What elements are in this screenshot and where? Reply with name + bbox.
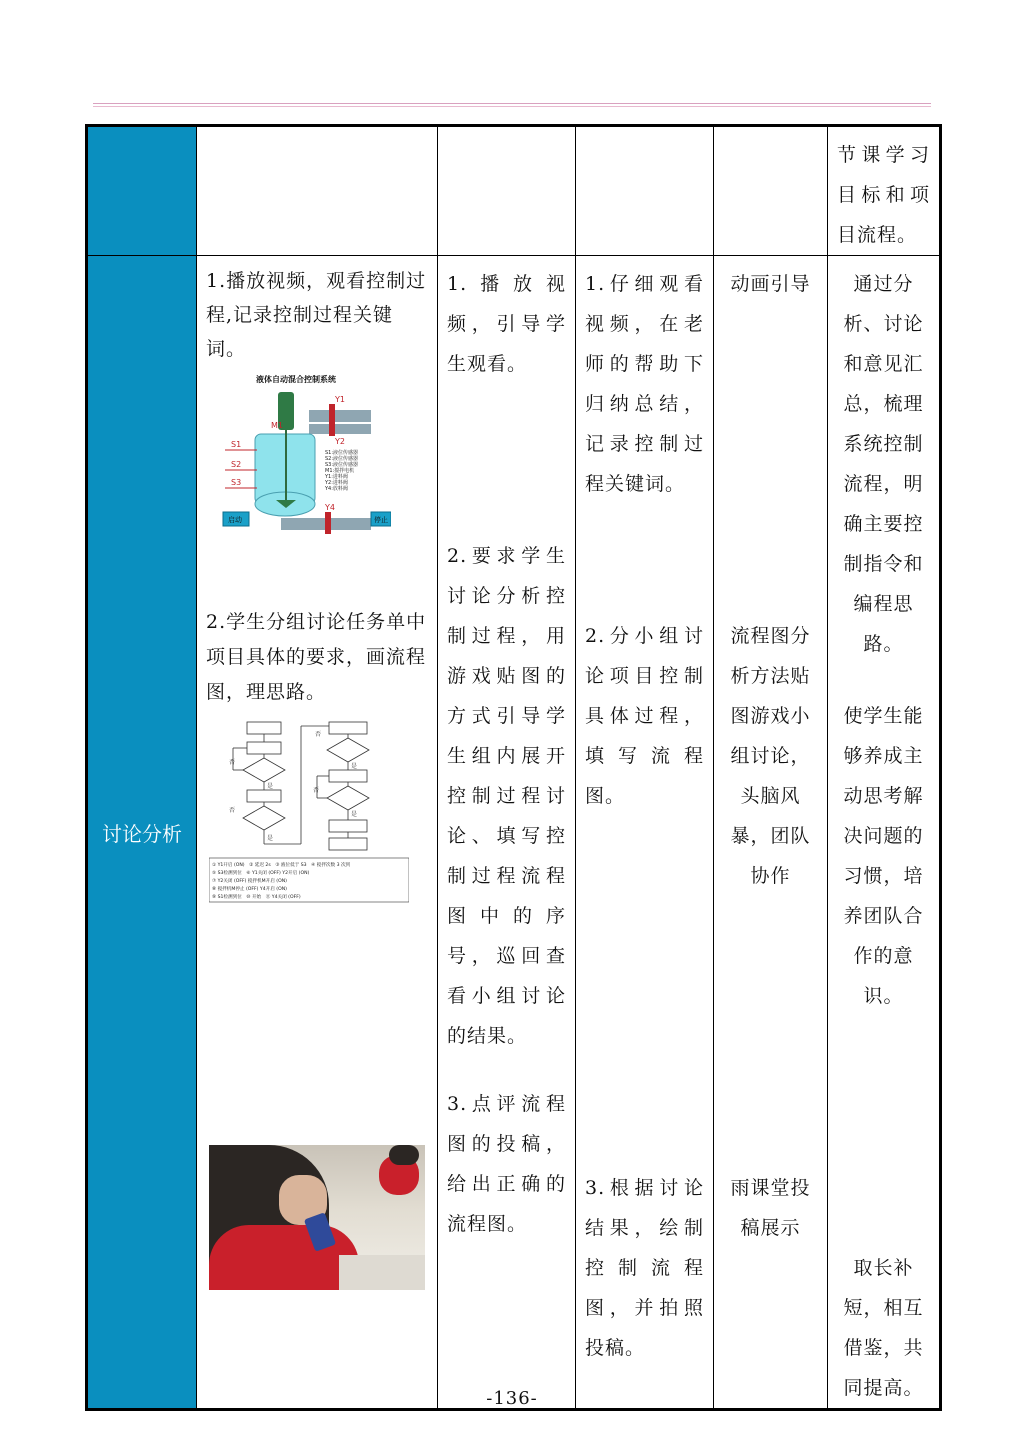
svg-text:否: 否: [229, 759, 236, 766]
svg-text:Y1:进料阀: Y1:进料阀: [325, 474, 348, 480]
svg-text:⑨ S1检测到位 ⑩ 开始 ⑪ Y4关闭 (OFF): ⑨ S1检测到位 ⑩ 开始 ⑪ Y4关闭 (OFF): [212, 895, 301, 900]
intent-3-text: 取长补短，相互借鉴，共同提高。: [843, 1257, 924, 1399]
svg-text:否: 否: [315, 731, 322, 738]
stop-button-label: 停止: [374, 516, 388, 524]
svg-text:是: 是: [267, 783, 274, 790]
label-s3: S3: [231, 478, 242, 487]
table-row: [87, 126, 941, 256]
classroom-photo: [209, 1145, 425, 1290]
header-rule-secondary: [93, 106, 931, 107]
intent-2-text: 使学生能够养成主动思考解决问题的习惯，培养团队合作的意识。: [843, 705, 924, 1007]
stage-cell-empty: [87, 126, 197, 256]
cell-empty: [197, 126, 438, 256]
label-y4: Y4: [325, 503, 335, 512]
teacher-3-text: 3.点评流程图的投稿，给出正确的流程图。: [447, 1093, 566, 1235]
svg-text:否: 否: [229, 807, 236, 814]
svg-text:⑤ S3检测到位 ⑥ Y1关闭 (OFF) Y2开启 (ON: ⑤ S3检测到位 ⑥ Y1关闭 (OFF) Y2开启 (ON): [212, 871, 310, 876]
label-m1: M1: [271, 421, 283, 430]
student-activity-column: [576, 256, 714, 1410]
svg-text:是: 是: [351, 811, 358, 818]
svg-text:Y2:进料阀: Y2:进料阀: [325, 480, 348, 486]
teacher-activity-column: [438, 256, 576, 1410]
page-number: -136-: [486, 1388, 538, 1409]
intent-column: [828, 256, 941, 1410]
label-y2: Y2: [335, 437, 345, 446]
teacher-1-text: 1.播放视频，引导学生观看。: [447, 273, 566, 375]
teacher-2-text: 2.要求学生讨论分析控制过程，用游戏贴图的方式引导学生组内展开控制过程讨论、填写控制过程流程图中的序号，巡回查看小组讨论的结果。: [447, 545, 566, 1047]
tank-diagram: [221, 372, 437, 541]
svg-text:⑧ 搅拌机M停止 (OFF) Y4开启 (ON): ⑧ 搅拌机M停止 (OFF) Y4开启 (ON): [212, 887, 287, 892]
cell-empty: [576, 126, 714, 256]
start-button-label: 启动: [228, 516, 242, 524]
label-y1: Y1: [335, 395, 345, 404]
svg-text:是: 是: [267, 835, 274, 842]
svg-text:是: 是: [351, 763, 358, 770]
student-3-text: 3.根据讨论结果，绘制控制流程图，并拍照投稿。: [585, 1177, 704, 1359]
student-task-column: [197, 256, 438, 1410]
table-row: [87, 256, 941, 1410]
svg-text:S3:液位传感器: S3:液位传感器: [325, 462, 359, 468]
method-2-text: 流程图分析方法贴图游戏小组讨论，头脑风暴，团队协作: [730, 625, 811, 887]
tank-title: 液体自动混合控制系统: [256, 375, 336, 384]
cell-empty: [438, 126, 576, 256]
task-1-text: 1.播放视频，观看控制过程,记录控制过程关键词。: [206, 270, 427, 360]
student-1-text: 1.仔细观看视频，在老师的帮助下归纳总结，记录控制过程关键词。: [585, 273, 704, 495]
lesson-plan-table: [85, 124, 942, 1411]
flowchart-diagram: [209, 716, 437, 915]
intent-1-text: 通过分析、讨论和意见汇总，梳理系统控制流程，明确主要控制指令和编程思路。: [843, 273, 924, 655]
student-2-text: 2.分小组讨论项目控制具体过程，填写流程图。: [585, 625, 704, 807]
svg-text:⑦ Y2关闭 (OFF) 搅拌机M开启 (ON): ⑦ Y2关闭 (OFF) 搅拌机M开启 (ON): [212, 879, 287, 884]
svg-text:否: 否: [313, 787, 320, 794]
goal-cell: [828, 126, 941, 256]
method-column: [714, 256, 828, 1410]
method-3-text: 雨课堂投稿展示: [730, 1177, 811, 1239]
method-1-text: 动画引导: [730, 273, 811, 295]
stage-label-text: 讨论分析: [102, 821, 182, 846]
svg-text:Y4:放料阀: Y4:放料阀: [325, 486, 348, 492]
header-rule: [93, 103, 931, 104]
goal-text: 节课学习目标和项目流程。: [837, 144, 930, 246]
cell-empty: [714, 126, 828, 256]
task-2-text: 2.学生分组讨论任务单中项目具体的要求，画流程图，理思路。: [206, 611, 427, 703]
svg-text:S2:液位传感器: S2:液位传感器: [325, 456, 359, 462]
svg-text:M1:搅拌电机: M1:搅拌电机: [325, 468, 355, 474]
svg-text:① Y1开启 (ON) ② 延迟 2s ③ 液位低于 S3: ① Y1开启 (ON) ② 延迟 2s ③ 液位低于 S3 ④ 搅拌次数 3 次到: [212, 863, 351, 868]
svg-text:S1:液位传感器: S1:液位传感器: [325, 450, 359, 456]
stage-label: [87, 256, 197, 1410]
label-s1: S1: [231, 440, 242, 449]
label-s2: S2: [231, 460, 242, 469]
